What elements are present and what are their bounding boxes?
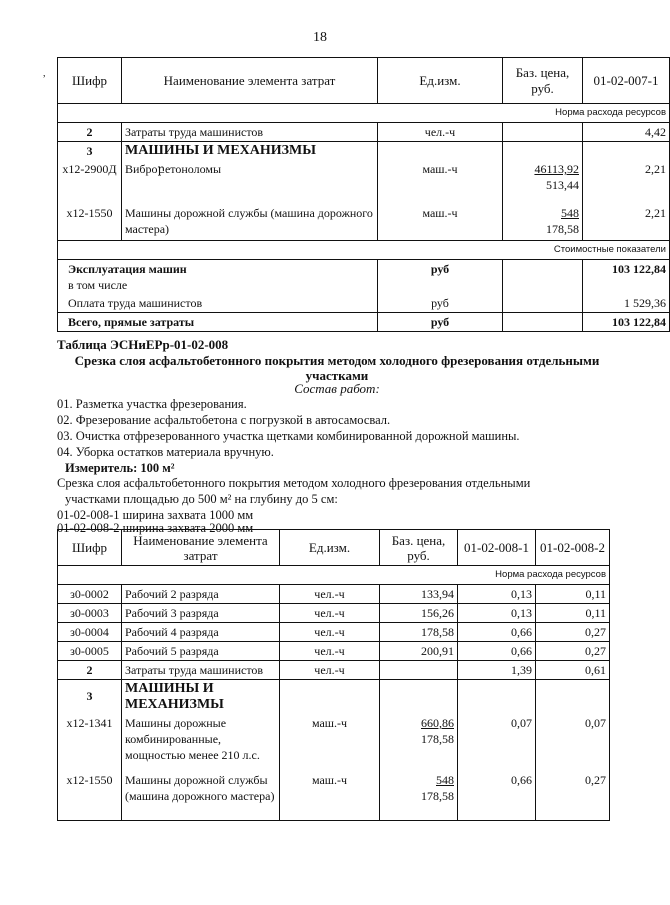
work-step: 04. Уборка остатков материала вручную. bbox=[57, 445, 274, 459]
worker-price: 156,26 bbox=[380, 604, 458, 623]
header-price: Баз. цена, руб. bbox=[503, 58, 583, 104]
worker-v2: 0,27 bbox=[536, 642, 610, 661]
section3-num: 3 bbox=[58, 142, 122, 161]
worker-v2: 0,27 bbox=[536, 623, 610, 642]
operator-pay-val: 1 529,36 bbox=[583, 294, 670, 313]
worker-unit: чел.-ч bbox=[280, 623, 380, 642]
operator-pay-unit: руб bbox=[378, 294, 503, 313]
worker-code: з0-0002 bbox=[58, 585, 122, 604]
page-number: 18 bbox=[313, 30, 327, 45]
total-label: Всего, прямые затраты bbox=[58, 312, 378, 331]
labor-num: 2 bbox=[58, 123, 122, 142]
total-unit: руб bbox=[378, 312, 503, 331]
labor-unit: чел.-ч bbox=[280, 661, 380, 680]
worker-code: з0-0005 bbox=[58, 642, 122, 661]
machine-code: х12-1550 bbox=[58, 766, 122, 820]
machine-code: х12-2900Д bbox=[58, 160, 122, 200]
machine-price: 660,86 178,58 bbox=[380, 714, 458, 766]
labor-name: Затраты труда машинистов bbox=[122, 123, 378, 142]
section3-name: МАШИНЫ И МЕХАНИЗМЫ bbox=[122, 680, 280, 715]
worker-code: з0-0003 bbox=[58, 604, 122, 623]
worker-v1: 0,13 bbox=[458, 604, 536, 623]
machine-unit: маш.-ч bbox=[378, 200, 503, 240]
worker-unit: чел.-ч bbox=[280, 585, 380, 604]
machine-name: Машины дорожной службы (машина дорожного мастера) bbox=[122, 200, 378, 240]
worker-v1: 0,13 bbox=[458, 585, 536, 604]
worker-v1: 0,66 bbox=[458, 623, 536, 642]
description-line: Срезка слоя асфальтобетонного покрытия методом холодного фрезерования отдельными bbox=[57, 476, 531, 490]
machine-val: 2,21 bbox=[583, 160, 670, 200]
worker-v2: 0,11 bbox=[536, 604, 610, 623]
total-val: 103 122,84 bbox=[583, 312, 670, 331]
worker-v2: 0,11 bbox=[536, 585, 610, 604]
table-row bbox=[58, 642, 610, 661]
worker-name: Рабочий 4 разряда bbox=[122, 623, 280, 642]
machine-v2: 0,27 bbox=[536, 766, 610, 820]
worker-name: Рабочий 3 разряда bbox=[122, 604, 280, 623]
labor-val: 4,42 bbox=[583, 123, 670, 142]
work-step: 02. Фрезерование асфальтобетона с погрузкой в автосамосвал. bbox=[57, 413, 391, 427]
table-row bbox=[58, 585, 610, 604]
exploitation-val: 103 122,84 bbox=[583, 259, 670, 294]
worker-code: з0-0004 bbox=[58, 623, 122, 642]
header-col1: 01-02-008-1 bbox=[458, 530, 536, 566]
machine-v2: 0,07 bbox=[536, 714, 610, 766]
worker-unit: чел.-ч bbox=[280, 642, 380, 661]
header-code: Шифр bbox=[58, 58, 122, 104]
header-col1: 01-02-007-1 bbox=[583, 58, 670, 104]
machine-price: 46113,92 513,44 bbox=[503, 160, 583, 200]
worker-name: Рабочий 2 разряда bbox=[122, 585, 280, 604]
operator-pay-label: Оплата труда машинистов bbox=[58, 294, 378, 313]
norm-label: Норма расхода ресурсов bbox=[58, 566, 610, 585]
worker-name: Рабочий 5 разряда bbox=[122, 642, 280, 661]
machine-unit: маш.-ч bbox=[280, 766, 380, 820]
header-code: Шифр bbox=[58, 530, 122, 566]
labor-v1: 1,39 bbox=[458, 661, 536, 680]
header-unit: Ед.изм. bbox=[378, 58, 503, 104]
worker-unit: чел.-ч bbox=[280, 604, 380, 623]
resource-table-2 bbox=[57, 529, 610, 821]
machine-price: 548 178,58 bbox=[503, 200, 583, 240]
machine-unit: маш.-ч bbox=[280, 714, 380, 766]
worker-price: 200,91 bbox=[380, 642, 458, 661]
description-line: участками площадью до 500 м² на глубину до 5 см: bbox=[65, 492, 338, 506]
machine-v1: 0,66 bbox=[458, 766, 536, 820]
table-row bbox=[58, 623, 610, 642]
machine-name: Машины дорожные комбинированные, мощностью менее 210 л.с. bbox=[122, 714, 280, 766]
section3-num: 3 bbox=[58, 680, 122, 715]
section-heading: Срезка слоя асфальтобетонного покрытия методом холодного фрезерования отдельными участками bbox=[74, 353, 600, 383]
worker-price: 178,58 bbox=[380, 623, 458, 642]
header-col2: 01-02-008-2 bbox=[536, 530, 610, 566]
machine-unit: маш.-ч bbox=[378, 160, 503, 200]
norm-label: Норма расхода ресурсов bbox=[58, 104, 670, 123]
worker-price: 133,94 bbox=[380, 585, 458, 604]
labor-unit: чел.-ч bbox=[378, 123, 503, 142]
header-price: Баз. цена, руб. bbox=[380, 530, 458, 566]
scan-mark: , bbox=[43, 68, 46, 79]
exploitation-label: Эксплуатация машин в том числе bbox=[58, 259, 378, 294]
machine-val: 2,21 bbox=[583, 200, 670, 240]
machine-name: Виброբетоноломы bbox=[122, 160, 378, 200]
section3-name: МАШИНЫ И МЕХАНИЗМЫ bbox=[122, 142, 378, 161]
table-row bbox=[58, 604, 610, 623]
composition-label: Состав работ: bbox=[294, 381, 380, 396]
variant-line: 01-02-008-1 ширина захвата 1000 мм bbox=[57, 508, 254, 522]
worker-v1: 0,66 bbox=[458, 642, 536, 661]
machine-code: х12-1550 bbox=[58, 200, 122, 240]
resource-table-1 bbox=[57, 57, 670, 332]
labor-num: 2 bbox=[58, 661, 122, 680]
meter-label: Измеритель: 100 м² bbox=[65, 461, 175, 475]
work-step: 01. Разметка участка фрезерования. bbox=[57, 397, 247, 411]
header-name: Наименование элемента затрат bbox=[122, 530, 280, 566]
cost-label: Стоимостные показатели bbox=[58, 240, 670, 259]
machine-price: 548 178,58 bbox=[380, 766, 458, 820]
labor-name: Затраты труда машинистов bbox=[122, 661, 280, 680]
work-step: 03. Очистка отфрезерованного участка щетками комбинированной дорожной машины. bbox=[57, 429, 520, 443]
variant-line: 01-02-008-2 ширина захвата 2000 мм bbox=[57, 521, 254, 535]
labor-v2: 0,61 bbox=[536, 661, 610, 680]
exploitation-unit: руб bbox=[378, 259, 503, 294]
machine-v1: 0,07 bbox=[458, 714, 536, 766]
machine-code: х12-1341 bbox=[58, 714, 122, 766]
machine-name: Машины дорожной службы (машина дорожного мастера) bbox=[122, 766, 280, 820]
table-title: Таблица ЭСНиЕРр-01-02-008 bbox=[57, 337, 229, 352]
header-name: Наименование элемента затрат bbox=[122, 58, 378, 104]
header-unit: Ед.изм. bbox=[280, 530, 380, 566]
